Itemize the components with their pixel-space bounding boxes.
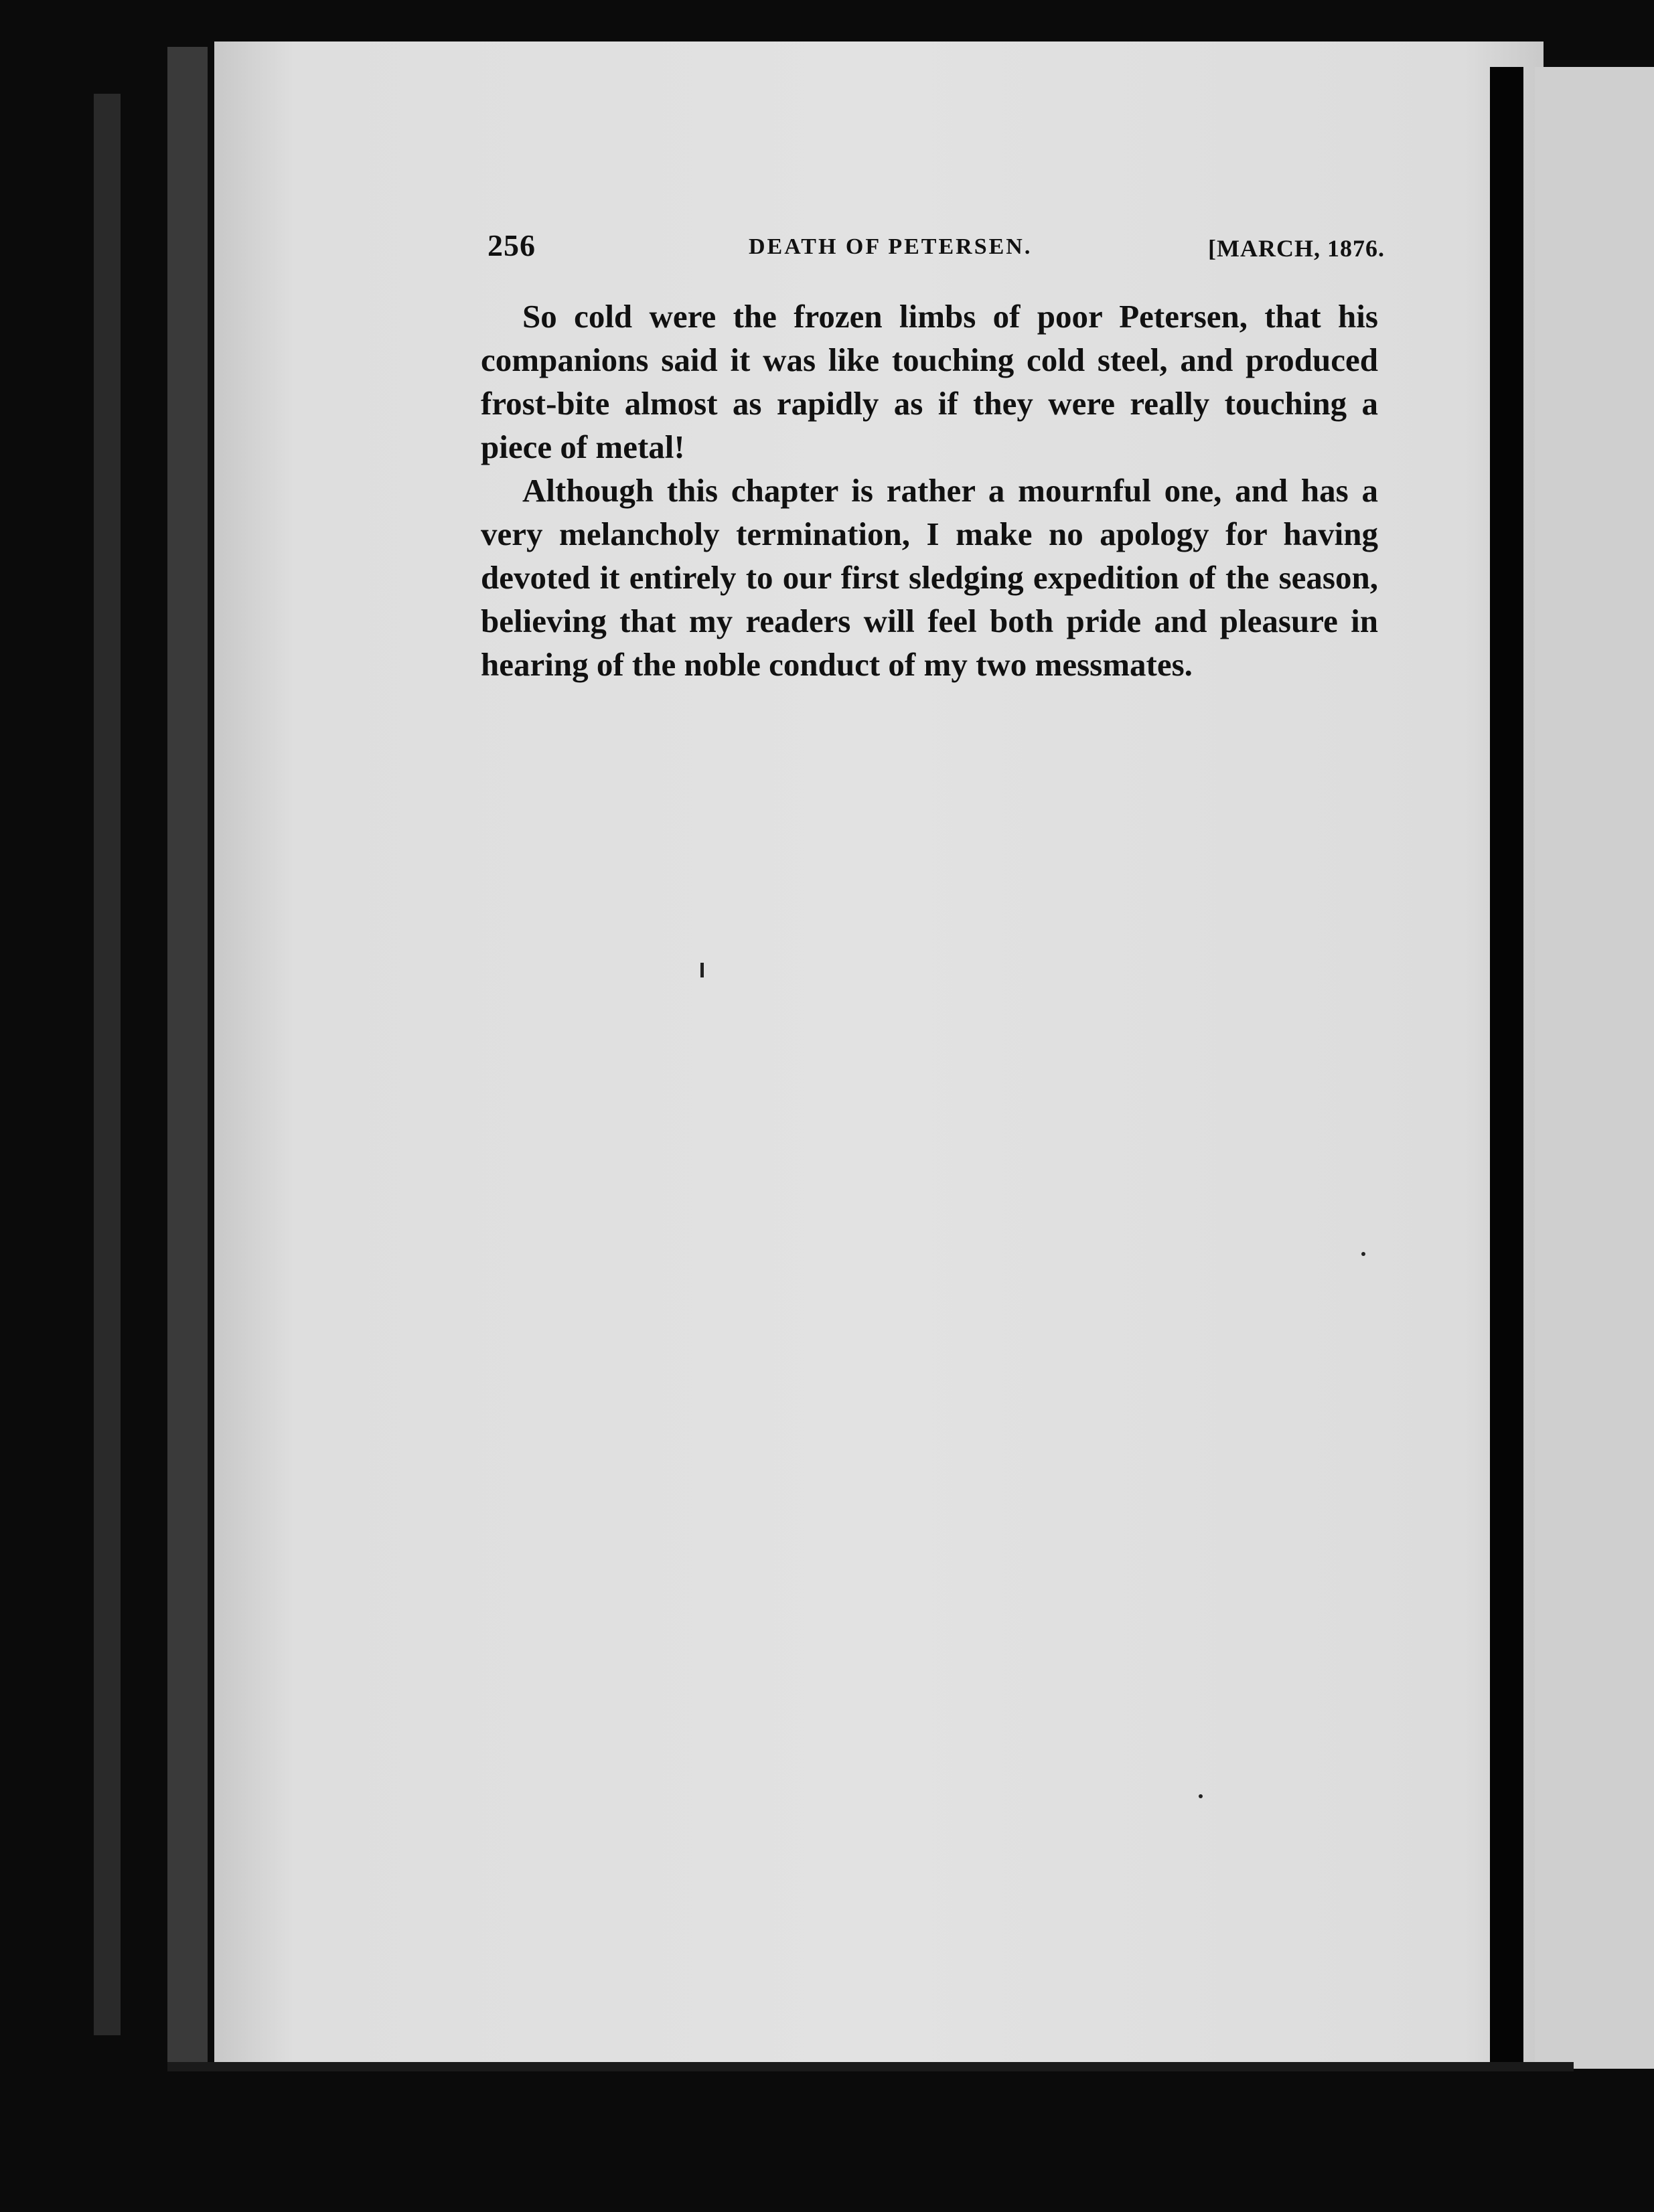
adjacent-page-edge (1535, 67, 1654, 2069)
page-number: 256 (487, 228, 536, 262)
paragraph: So cold were the frozen limbs of poor Petersen, that his companions said it was like touching cold steel, and produced frost-bite almost as rapidly as if they were really touching a piece of metal! (481, 298, 1378, 465)
page-stack-edge (167, 47, 208, 2069)
bottom-page-edge (167, 2062, 1574, 2071)
ink-speck (1361, 1252, 1365, 1256)
page-gutter-shadow (1490, 67, 1523, 2069)
ink-speck (1199, 1794, 1203, 1798)
left-binding-edge (94, 94, 121, 2035)
body-text (481, 295, 1378, 686)
date-header: [MARCH, 1876. (1208, 235, 1385, 262)
running-header (487, 228, 1385, 268)
chapter-title: DEATH OF PETERSEN. (749, 234, 1033, 259)
paragraph: Although this chapter is rather a mournful one, and has a very melancholy termination, I make no apology for having devoted it entirely to our first sledging expedition of the season, believing that my readers will feel both pride and pleasure in hearing of the noble conduct of my two messmates. (481, 472, 1378, 683)
ink-speck (700, 963, 704, 977)
